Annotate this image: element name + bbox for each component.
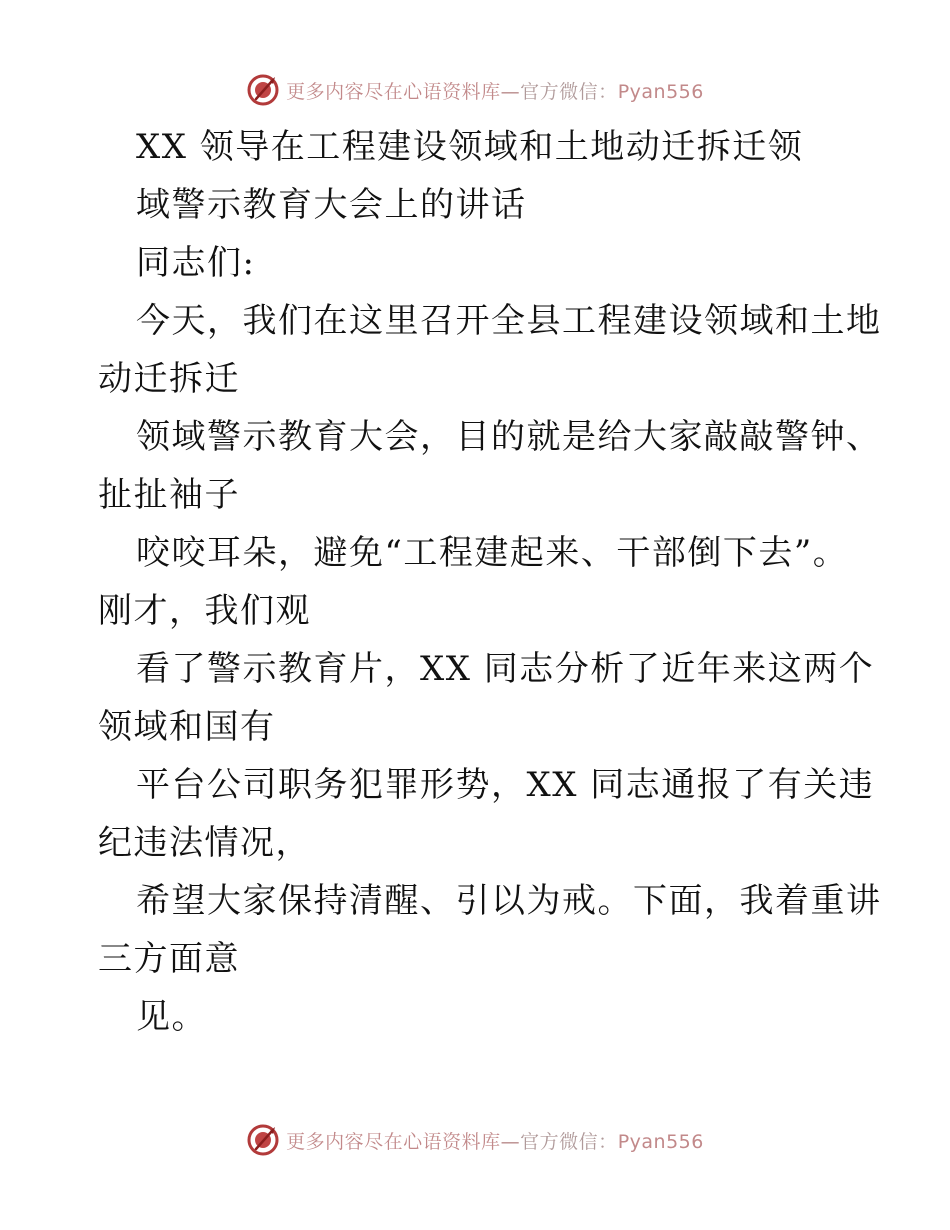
brand-text: 更多内容尽在心语资料库 [286,80,501,103]
text-line: XX 领导在工程建设领域和土地动迁拆迁领 [136,127,804,167]
brand-text: 更多内容尽在心语资料库 [286,1130,501,1153]
footer-watermark [0,1120,950,1160]
text-line: 平台公司职务犯罪形势，XX 同志通报了有关违 [136,765,875,805]
header-watermark [0,70,950,110]
text-line: 域警示教育大会上的讲话 [136,185,527,225]
text-line: 咬咬耳朵，避免“工程建起来、干部倒下去”。 [136,533,849,573]
text-line: 领域警示教育大会，目的就是给大家敲敲警钟、 [136,417,882,457]
text-line: 三方面意 [98,939,240,979]
text-line: 希望大家保持清醒、引以为戒。下面，我着重讲 [136,881,882,921]
wechat-label: 官方微信： [520,1130,618,1153]
document-body [98,118,898,1046]
text-line: 见。 [136,997,207,1037]
text-line: 同志们: [136,243,256,283]
text-line: 动迁拆迁 [98,359,240,399]
text-line: 刚才，我们观 [98,591,311,631]
wechat-label: 官方微信： [520,80,618,103]
quill-pen-seal-icon [246,73,280,107]
text-line: 看了警示教育片，XX 同志分析了近年来这两个 [136,649,875,689]
text-line: 今天，我们在这里召开全县工程建设领域和土地 [136,301,882,341]
text-line: 领域和国有 [98,707,276,747]
text-line: 扯扯袖子 [98,475,240,515]
text-line: 纪违法情况， [98,823,311,863]
wechat-id: Pyan556 [617,1130,704,1153]
footer-brand-text [286,1127,704,1154]
header-brand-text [286,77,704,104]
quill-pen-seal-icon [246,1123,280,1157]
wechat-id: Pyan556 [617,80,704,103]
separator-dash: — [500,1130,521,1153]
separator-dash: — [500,80,521,103]
